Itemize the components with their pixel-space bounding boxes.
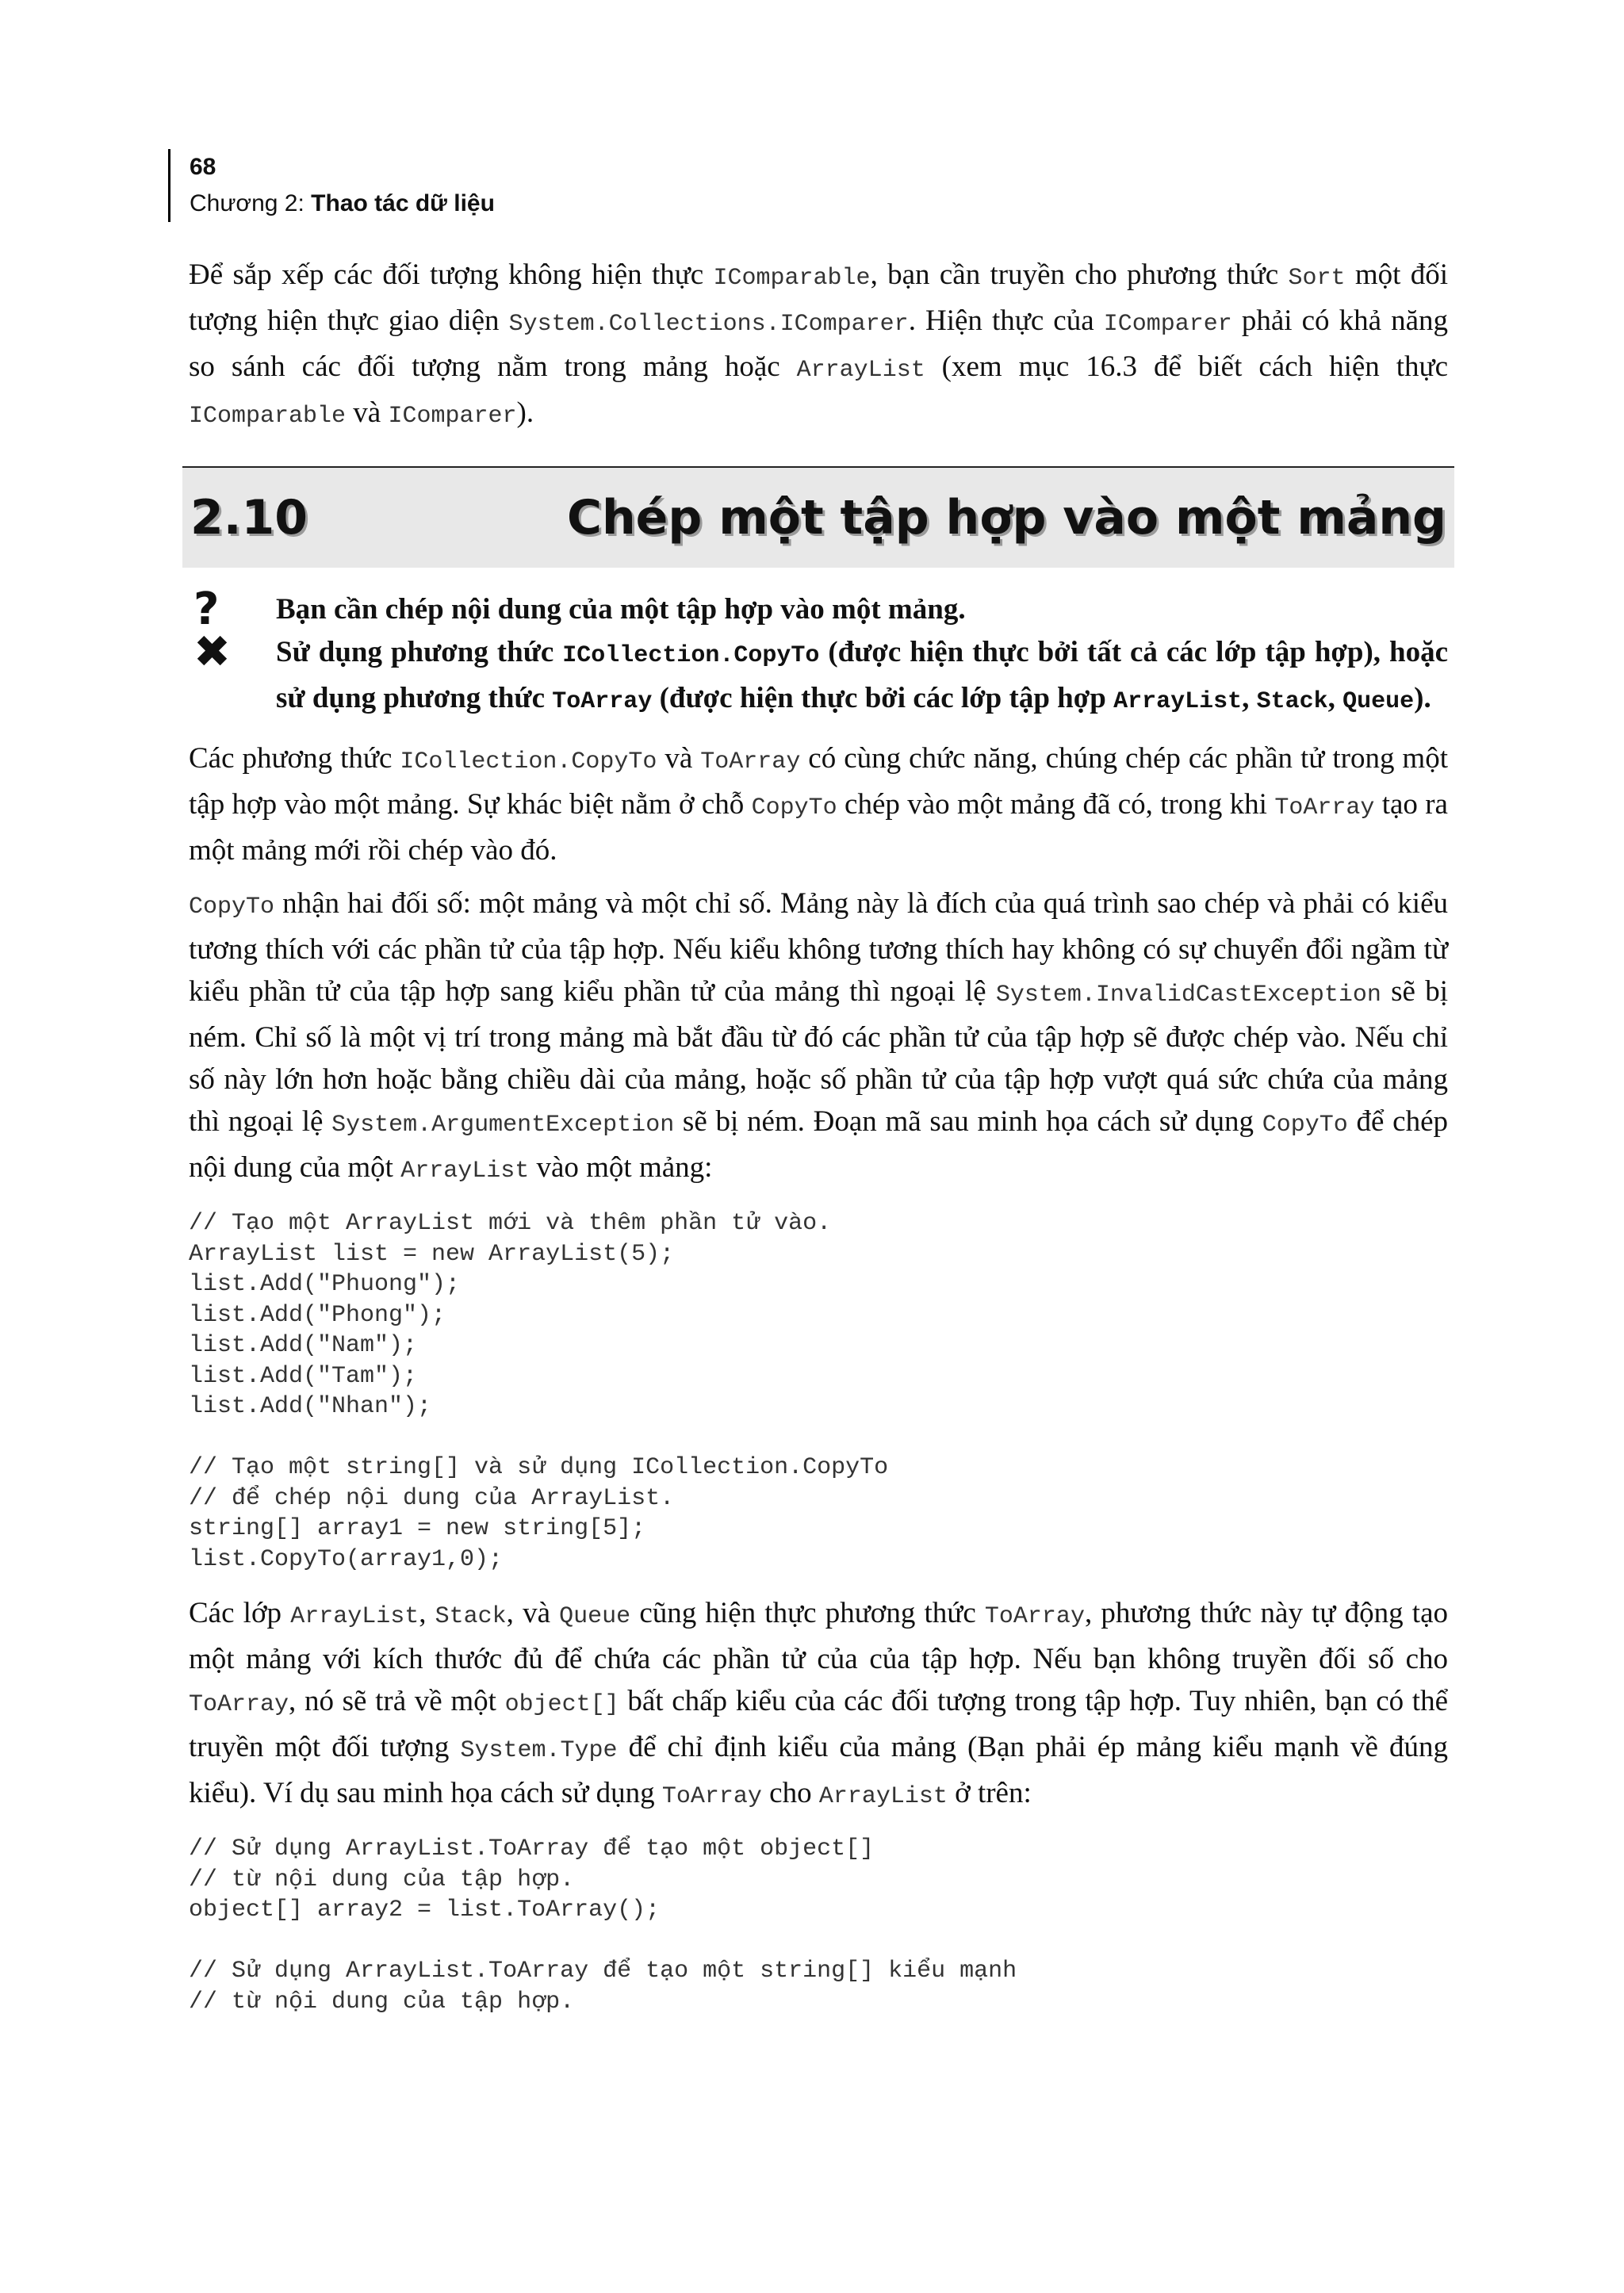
- code-listing-2: // Sử dụng ArrayList.ToArray để tạo một object[] // từ nội dung của tập hợp. object[] array2 = list.ToArray(); // Sử dụng ArrayList.ToArray để tạo một string[] kiểu mạnh // từ nội dung của tập hợp.: [189, 1836, 1017, 2015]
- problem-row: [189, 584, 1448, 635]
- p2-code-1: CopyTo: [189, 894, 275, 921]
- p3-code-8: ToArray: [661, 1783, 762, 1810]
- p3-text-2: ,: [419, 1597, 435, 1629]
- p3-text-4: cũng hiện thực phương thức: [630, 1597, 985, 1629]
- solution-text-1: Sử dụng phương thức: [276, 636, 563, 668]
- p3-code-6: object[]: [504, 1691, 619, 1718]
- intro-text-7: và: [346, 396, 389, 429]
- solution-row: [189, 626, 1448, 723]
- paragraph-3: [189, 1592, 1448, 1818]
- intro-code-4: IComparer: [1103, 311, 1232, 338]
- p3-code-7: System.Type: [460, 1737, 618, 1764]
- p1-code-3: CopyTo: [751, 794, 837, 821]
- section-number: 2.10: [190, 490, 308, 545]
- p3-code-5: ToArray: [189, 1691, 289, 1718]
- p3-text-8: để chỉ định kiểu của mảng (Bạn phải ép mảng kiểu mạnh về đúng kiểu). Ví dụ sau minh họa cách sử dụng: [189, 1731, 1449, 1809]
- p2-code-4: CopyTo: [1262, 1112, 1348, 1139]
- page-number: 68: [190, 154, 216, 180]
- solution-text-6: ).: [1414, 682, 1431, 714]
- solution-text-2: (được hiện thực bởi tất cả các lớp tập hợp), hoặc sử dụng phương thức: [276, 636, 1448, 714]
- solution-code-5: Queue: [1342, 688, 1415, 715]
- p2-text-5: vào một mảng:: [529, 1151, 713, 1184]
- solution-text: [276, 631, 1448, 723]
- chapter-line: [190, 186, 495, 222]
- p2-text-1: nhận hai đối số: một mảng và một chỉ số. Mảng này là đích của quá trình sao chép và phải có kiểu tương thích với các phần tử của tập hợp. Nếu kiểu không tương thích hay không có sự chuyển đổi ngầm từ kiểu phần tử của tập hợp sang kiểu phần tử của mảng thì ngoại lệ: [189, 887, 1448, 1008]
- p3-text-1: Các lớp: [189, 1597, 291, 1629]
- intro-paragraph: [189, 254, 1448, 438]
- p3-code-3: Queue: [559, 1603, 631, 1630]
- intro-text-2: , bạn cần truyền cho phương thức: [870, 258, 1289, 291]
- p1-code-2: ToArray: [700, 748, 801, 775]
- page-content: [189, 254, 1448, 2035]
- intro-code-2: Sort: [1288, 265, 1346, 292]
- solution-text-5: ,: [1327, 682, 1343, 714]
- solution-text-4: ,: [1242, 682, 1257, 714]
- solution-code-2: ToArray: [552, 688, 653, 715]
- intro-code-3: System.Collections.IComparer: [508, 311, 909, 338]
- question-mark-icon: ?: [193, 584, 220, 635]
- p3-code-1: ArrayList: [290, 1603, 419, 1630]
- p2-code-3: System.ArgumentException: [331, 1112, 675, 1139]
- intro-text-3: một đối tượng hiện thực giao diện: [189, 258, 1449, 337]
- p3-text-10: ở trên:: [947, 1777, 1032, 1809]
- p3-code-4: ToArray: [984, 1603, 1085, 1630]
- p3-code-2: Stack: [435, 1603, 507, 1630]
- intro-text-5: phải có khả năng so sánh các đối tượng nằm trong mảng hoặc: [189, 304, 1448, 383]
- intro-code-7: IComparer: [388, 403, 517, 430]
- section-heading: [182, 466, 1454, 568]
- code-listing-1: // Tạo một ArrayList mới và thêm phần tử vào. ArrayList list = new ArrayList(5); list.Add("Phuong"); list.Add("Phong"); list.Add("Nam"); list.Add("Tam"); list.Add("Nhan"); // Tạo một string[] và sử dụng ICollection.CopyTo // để chép nội dung của ArrayList. string[] array1 = new string[5]; list.CopyTo(array1,0);: [189, 1210, 889, 1573]
- tools-icon: ✖: [193, 626, 231, 678]
- intro-code-6: IComparable: [189, 403, 347, 430]
- paragraph-2: [189, 882, 1448, 1192]
- solution-code-4: Stack: [1256, 688, 1328, 715]
- p3-text-6: , nó sẽ trả về một: [289, 1685, 505, 1717]
- p2-code-5: ArrayList: [400, 1158, 530, 1185]
- running-header: [168, 149, 495, 222]
- p1-code-4: ToArray: [1274, 794, 1375, 821]
- intro-text-8: ).: [516, 396, 534, 429]
- solution-text-3: (được hiện thực bởi các lớp tập hợp: [652, 682, 1114, 714]
- p1-text-3: có cùng chức năng, chúng chép các phần tử trong một tập hợp vào một mảng. Sự khác biệt nằm ở chỗ: [189, 742, 1448, 821]
- p2-text-3: sẽ bị ném. Đoạn mã sau minh họa cách sử dụng: [674, 1105, 1262, 1138]
- solution-code-1: ICollection.CopyTo: [562, 642, 820, 669]
- intro-text-4: . Hiện thực của: [908, 304, 1104, 337]
- p3-text-7: bất chấp kiểu của các đối tượng trong tập hợp. Tuy nhiên, bạn có thể truyền một đối tượng: [189, 1685, 1449, 1763]
- p1-text-4: chép vào một mảng đã có, trong khi: [837, 788, 1275, 821]
- chapter-title: Thao tác dữ liệu: [311, 190, 495, 216]
- p3-text-9: cho: [761, 1777, 819, 1809]
- p1-text-1: Các phương thức: [189, 742, 400, 775]
- problem-text: Bạn cần chép nội dung của một tập hợp vào một mảng.: [276, 593, 966, 626]
- p1-code-1: ICollection.CopyTo: [400, 748, 657, 775]
- p2-code-2: System.InvalidCastException: [995, 982, 1381, 1009]
- p3-text-3: , và: [506, 1597, 560, 1629]
- solution-code-3: ArrayList: [1113, 688, 1243, 715]
- p3-text-5: , phương thức này tự động tạo một mảng với kích thước đủ để chứa các phần tử của của tập hợp. Nếu bạn không truyền đối số cho: [189, 1597, 1449, 1675]
- paragraph-1: [189, 737, 1448, 871]
- p2-text-4: để chép nội dung của một: [189, 1105, 1448, 1184]
- section-title: Chép một tập hợp vào một mảng: [566, 490, 1446, 545]
- p1-text-2: và: [657, 742, 701, 775]
- intro-code-5: ArrayList: [796, 357, 925, 384]
- p2-text-2: sẽ bị ném. Chỉ số là một vị trí trong mảng mà bắt đầu từ đó các phần tử của tập hợp sẽ được chép vào. Nếu chỉ số này lớn hơn hoặc bằng chiều dài của mảng, hoặc số phần tử của tập hợp vượt quá sức chứa của mảng thì ngoại lệ: [189, 975, 1448, 1138]
- intro-code-1: IComparable: [713, 265, 871, 292]
- chapter-prefix: Chương 2:: [190, 190, 312, 216]
- p1-text-5: tạo ra một mảng mới rồi chép vào đó.: [189, 788, 1448, 867]
- p3-code-9: ArrayList: [818, 1783, 948, 1810]
- intro-text-6: (xem mục 16.3 để biết cách hiện thực: [925, 350, 1448, 383]
- intro-text-1: Để sắp xếp các đối tượng không hiện thực: [189, 258, 714, 291]
